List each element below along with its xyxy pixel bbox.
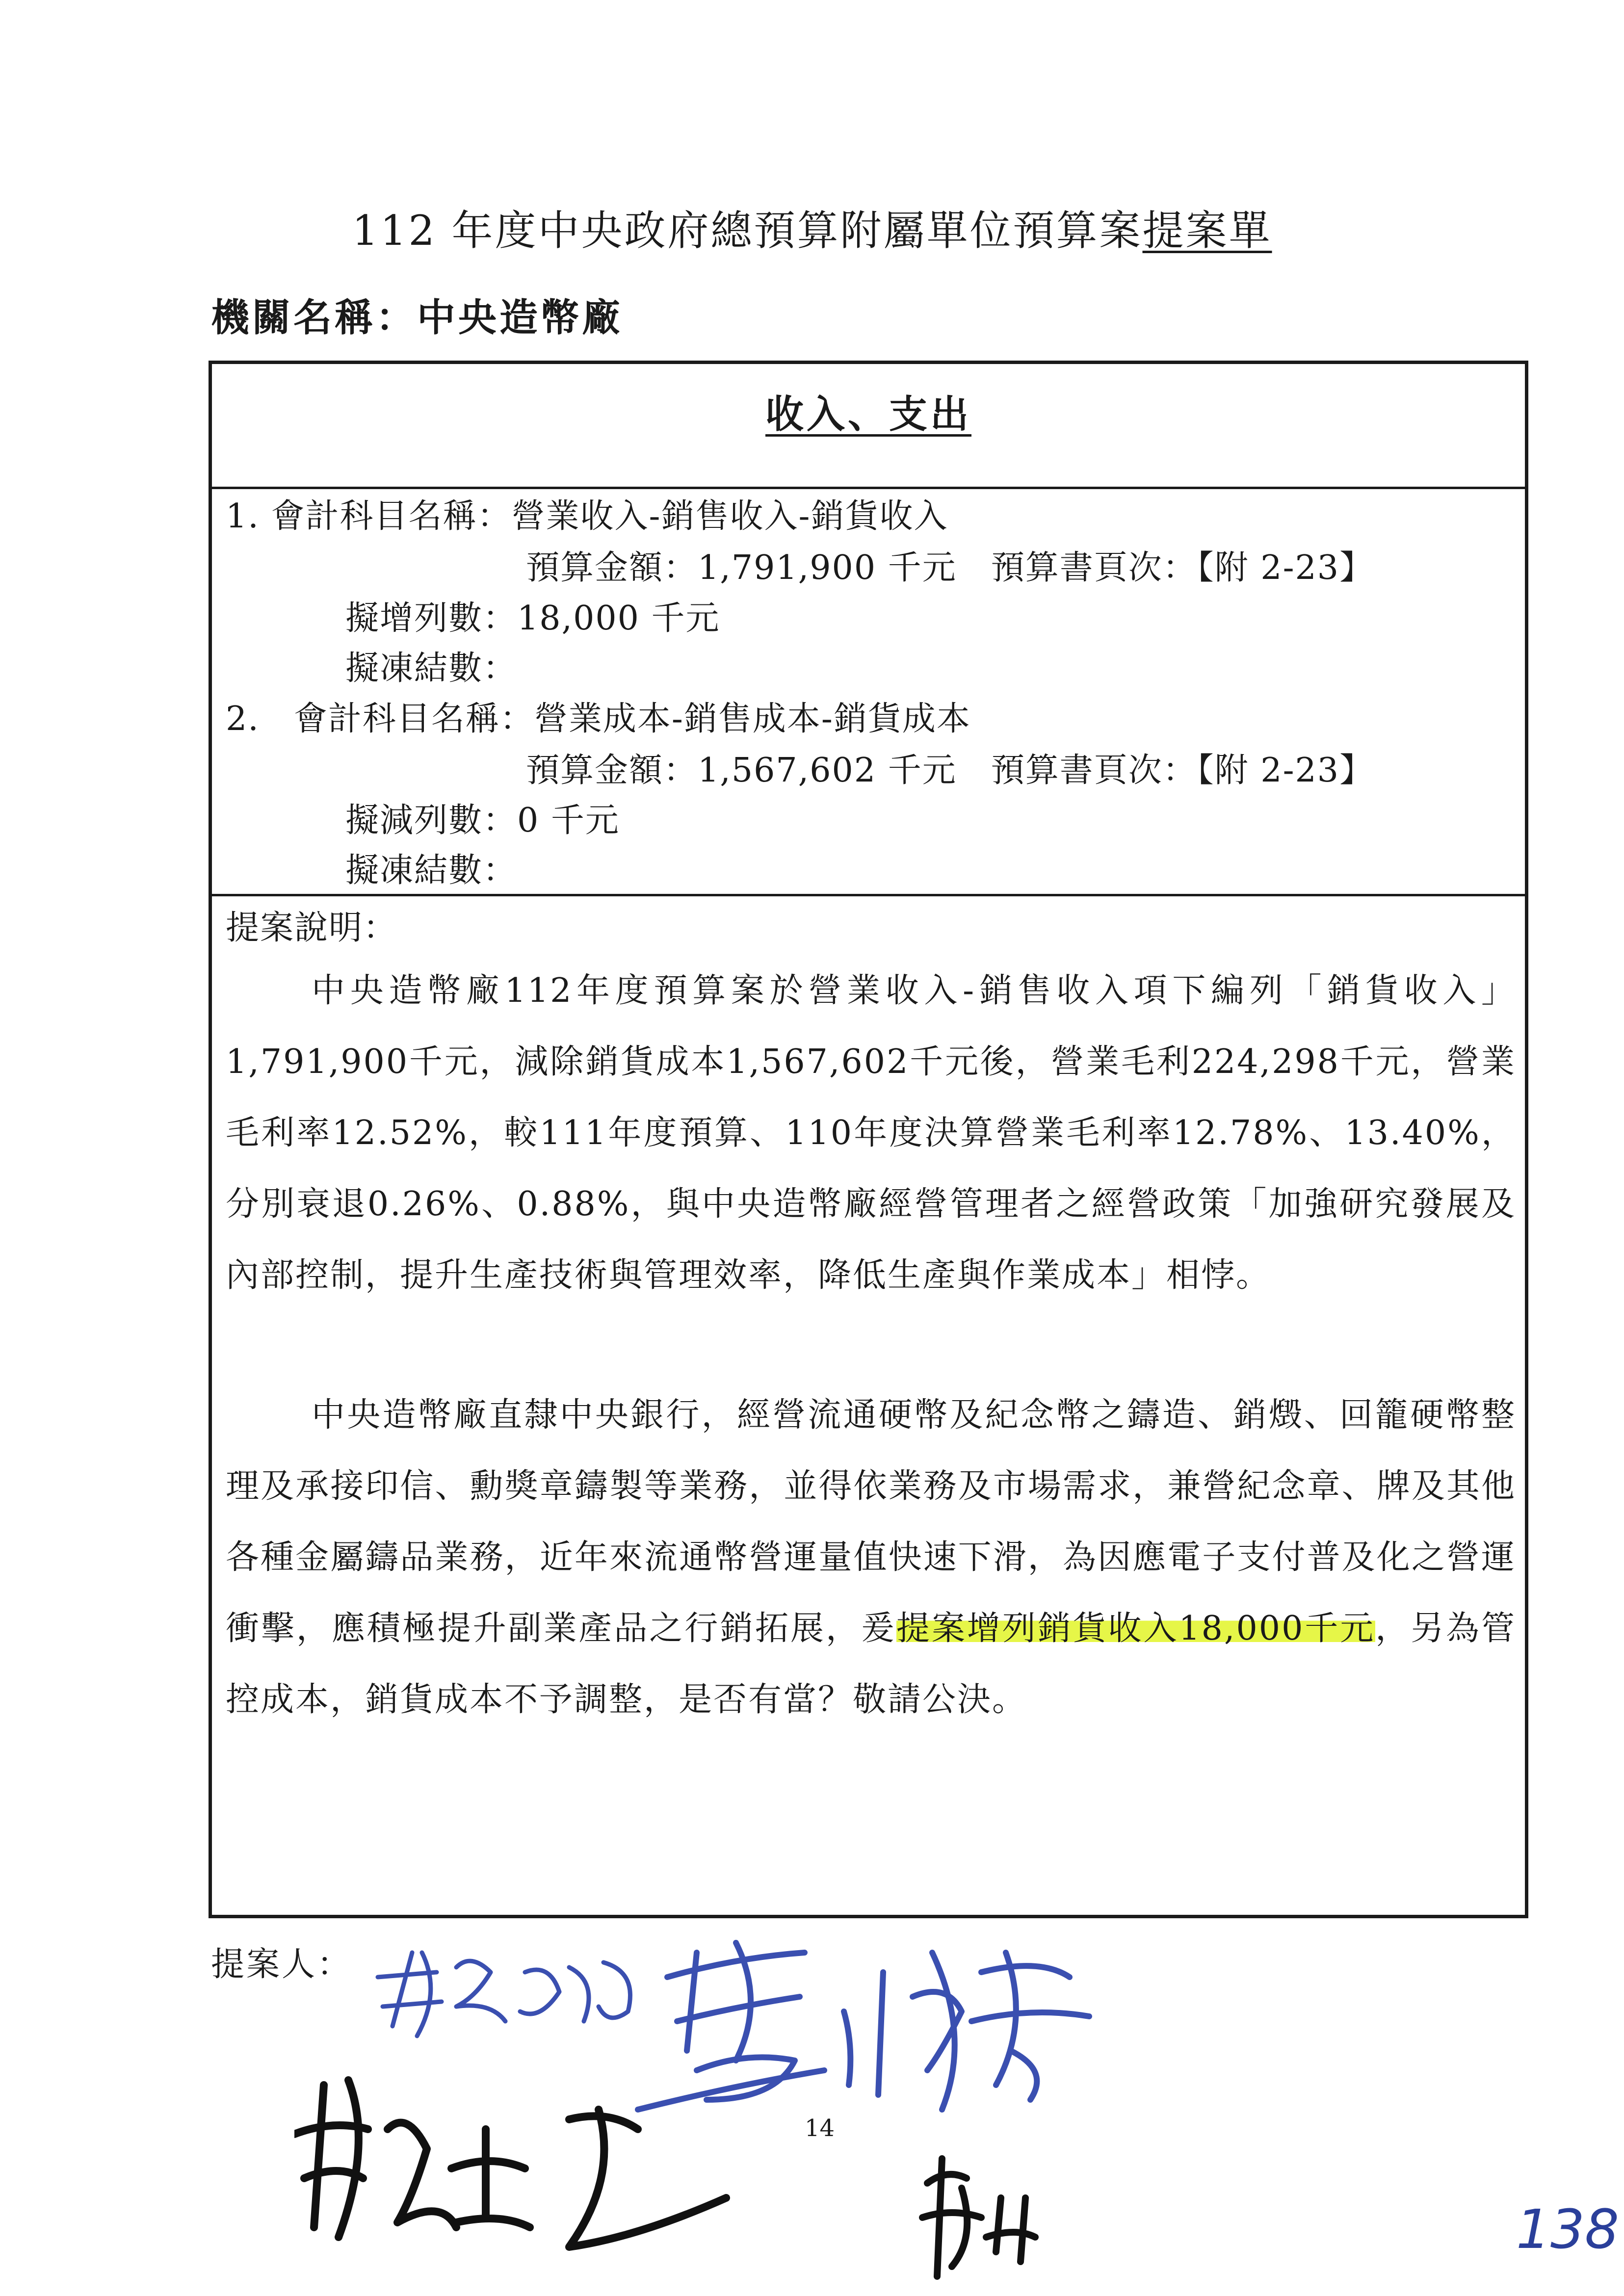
account-2-freeze: 擬凍結數： xyxy=(345,851,518,890)
signature-4 xyxy=(922,2159,1035,2276)
paragraph-2-text-before: 中央造幣廠直隸中央銀行，經營流通硬幣及紀念幣之鑄造、銷燬、回籠硬幣整理及承接印信、勳獎章鑄製等業務，並得依業務及市場需求，兼營紀念章、牌及其他各種金屬鑄品業務，近年來流通幣營運量值快速下滑，為因應電子支付普及化之營運衝擊，應積極提升副業產品之行銷拓展，爰 xyxy=(226,1396,1516,1648)
highlighted-proposal-text: 提案增列銷貨收入18,000千元 xyxy=(896,1609,1376,1648)
paragraph-2-text-after: ，另為管控成本，銷貨成本不予調整，是否有當？敬請公決。 xyxy=(226,1609,1516,1719)
proposal-form-box xyxy=(209,361,1528,1918)
agency-name: 機關名稱：中央造幣廠 xyxy=(211,296,624,340)
account-1-increase: 擬增列數：18,000 千元 xyxy=(345,599,720,638)
account-1-freeze: 擬凍結數： xyxy=(345,649,518,688)
signatures-image xyxy=(294,1923,1472,2296)
section-header-text: 收入、支出 xyxy=(765,392,971,437)
explanation-label: 提案說明： xyxy=(226,909,398,947)
explanation-paragraph-1: 中央造幣廠112年度預算案於營業收入-銷售收入項下編列「銷貨收入」1,791,900千元，減除銷貨成本1,567,602千元後，營業毛利224,298千元，營業毛利率12.52%，較111年度預算、110年度決算營業毛利率12.78%、13.40%，分別衰退0.26%、0.88%，與中央造幣廠經營管理者之經營政策「加強研究發展及內部控制，提升生產技術與管理效率，降低生產與作業成本」相悖。 xyxy=(226,971,1516,1295)
page-number: 14 xyxy=(805,2114,835,2142)
account-2-name: 2. 會計科目名稱：營業成本-銷售成本-銷貨成本 xyxy=(226,700,971,738)
account-2-budget: 預算金額：1,567,602 千元 預算書頁次：【附 2-23】 xyxy=(526,751,1374,790)
signature-1 xyxy=(378,1953,630,2036)
account-1-name: 1. 會計科目名稱：營業收入-銷售收入-銷貨收入 xyxy=(226,497,948,536)
sheet-number: 138 xyxy=(1516,2198,1619,2261)
proposer-label: 提案人： xyxy=(211,1945,353,1984)
document-title-underlined: 提案單 xyxy=(1142,207,1272,255)
row-divider xyxy=(212,894,1525,896)
account-2-decrease: 擬減列數：0 千元 xyxy=(345,801,620,840)
explanation-paragraph-2 xyxy=(226,1380,1516,1735)
account-1-budget: 預算金額：1,791,900 千元 預算書頁次：【附 2-23】 xyxy=(526,548,1374,587)
document-title-main: 112 年度中央政府總預算附屬單位預算案 xyxy=(352,207,1143,255)
document-title xyxy=(0,206,1624,256)
section-header xyxy=(212,384,1525,439)
signature-2 xyxy=(638,1943,1089,2110)
row-divider xyxy=(212,487,1525,489)
